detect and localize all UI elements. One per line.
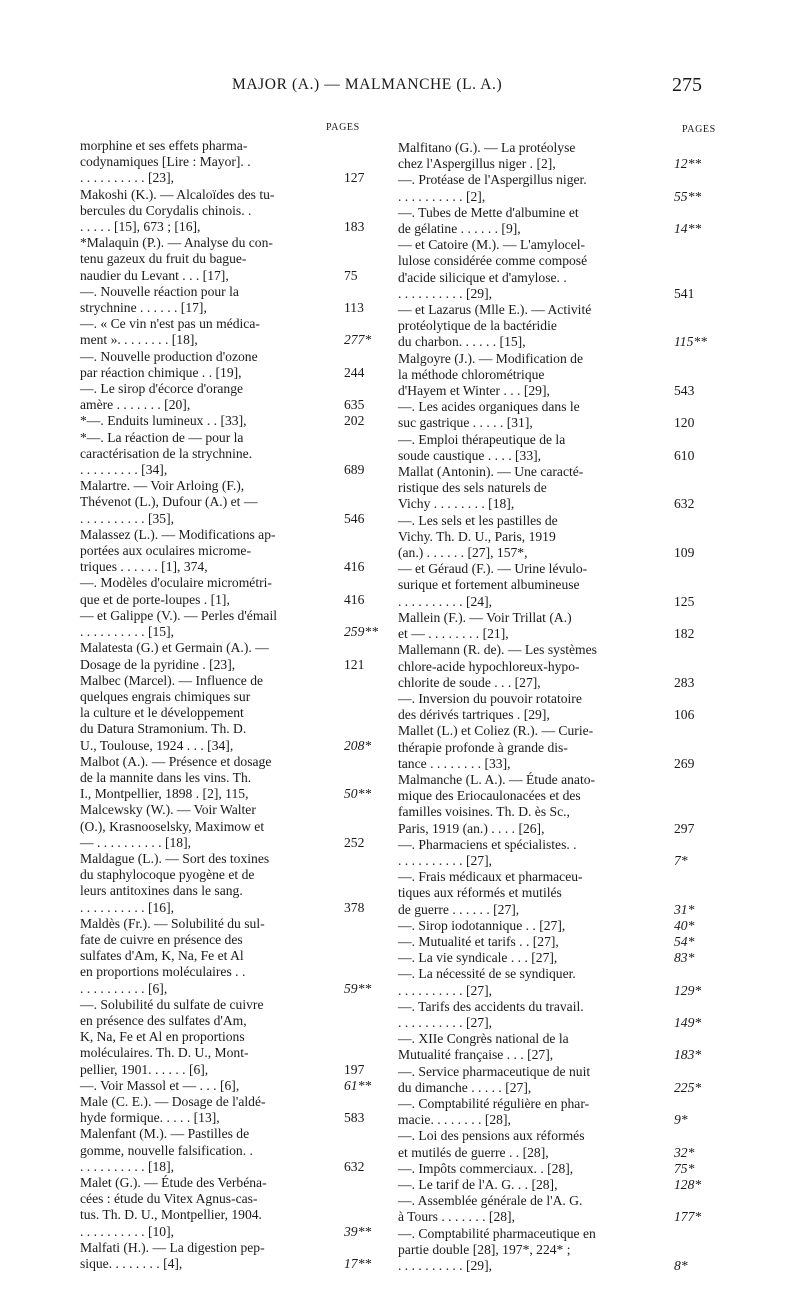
entry-text: Maldès (Fr.). — Solubilité du sul- fate de cuivre en présence des sulfates d'Am, K, Na, Fe et Al en proportions moléculaires . . . . . . . . . . . . [6],	[80, 915, 265, 996]
entry-page: 83*	[674, 950, 695, 966]
index-entry	[398, 966, 722, 998]
entry-page: 635	[344, 397, 365, 413]
entry-text: —. Le sirop d'écorce d'orange amère . . . . . . . [20],	[80, 381, 244, 413]
index-entry	[398, 837, 722, 869]
entry-text: Malbec (Marcel). — Influence de quelques engrais chimiques sur la culture et le développement du Datura Stramonium. Th. D. U., Toulouse, 1924 . . . [34],	[80, 672, 264, 753]
index-entry	[398, 205, 722, 237]
index-entry	[80, 1126, 380, 1175]
entry-page: 12**	[674, 156, 702, 172]
entry-text: Mallat (Antonin). — Une caracté- ristique des sels naturels de Vichy . . . . . . . . [18],	[398, 464, 584, 512]
entry-page: 183*	[674, 1047, 702, 1063]
index-entry	[398, 918, 722, 934]
entry-text: —. XIIe Congrès national de la Mutualité française . . . [27],	[398, 1031, 569, 1063]
entry-page: 31*	[674, 901, 695, 917]
index-entry	[398, 1064, 722, 1096]
index-entry	[80, 478, 380, 527]
index-entry	[80, 187, 380, 236]
index-entry	[398, 464, 722, 513]
index-entry	[398, 772, 722, 837]
index-entry	[80, 1240, 380, 1272]
entry-page: 202	[344, 413, 365, 429]
entry-page: 113	[344, 300, 364, 316]
entry-page: 183	[344, 219, 365, 235]
entry-page: 106	[674, 707, 695, 723]
index-entry	[398, 172, 722, 204]
entry-page: 416	[344, 559, 365, 575]
entry-text: —. La nécessité de se syndiquer. . . . . . . . . . . [27],	[398, 966, 576, 998]
entry-page: 225*	[674, 1079, 702, 1095]
index-entry	[398, 1193, 722, 1225]
entry-page: 39**	[344, 1223, 372, 1239]
entry-page: 259**	[344, 624, 378, 640]
entry-page: 583	[344, 1110, 365, 1126]
entry-text: — et Lazarus (Mlle E.). — Activité protéolytique de la bactéridie du charbon. . . . . . [15],	[398, 302, 592, 350]
index-entry	[398, 869, 722, 918]
entry-text: —. Inversion du pouvoir rotatoire des dérivés tartriques . [29],	[398, 690, 582, 723]
entry-text: Male (C. E.). — Dosage de l'aldé- hyde formique. . . . . [13],	[80, 1093, 266, 1126]
index-entry	[398, 723, 722, 772]
index-entry	[80, 1175, 380, 1240]
index-entry	[398, 950, 722, 966]
index-entry	[398, 1161, 722, 1177]
index-entry	[80, 381, 380, 413]
entry-page: 40*	[674, 917, 695, 933]
index-entry	[398, 691, 722, 723]
index-entry	[80, 916, 380, 997]
index-entry	[398, 1031, 722, 1063]
entry-text: —. Tubes de Mette d'albumine et de gélatine . . . . . . [9],	[398, 204, 579, 237]
entry-text: Malbot (A.). — Présence et dosage de la mannite dans les vins. Th. I., Montpellier, 1898 . [2], 115,	[80, 753, 272, 802]
index-entry	[398, 1177, 722, 1193]
index-entry	[80, 851, 380, 916]
entry-text: —. Modèles d'oculaire micrométri- que et de porte-loupes . [1],	[80, 575, 272, 607]
running-title: MAJOR (A.) — MALMANCHE (L. A.)	[232, 76, 503, 93]
entry-text: morphine et ses effets pharma- codynamiques [Lire : Mayor]. . . . . . . . . . . . [23],	[80, 138, 251, 186]
index-entry	[80, 640, 380, 672]
entry-text: Malgoyre (J.). — Modification de la méthode chlorométrique d'Hayem et Winter . . . [29],	[398, 350, 583, 399]
entry-page: 129*	[674, 982, 702, 998]
index-entry	[398, 399, 722, 431]
index-entry	[398, 1226, 722, 1275]
entry-page: 17**	[344, 1256, 372, 1272]
index-entry	[398, 1096, 722, 1128]
entry-text: — et Géraud (F.). — Urine lévulo- surique et fortement albumineuse . . . . . . . . . . [24],	[398, 561, 588, 609]
entry-text: —. Nouvelle réaction pour la strychnine . . . . . . [17],	[80, 283, 239, 316]
page-number: 275	[672, 74, 702, 96]
entry-text: Malartre. — Voir Arloing (F.), Thévenot (L.), Dufour (A.) et — . . . . . . . . . . [35],	[80, 478, 258, 526]
entry-text: —. Pharmaciens et spécialistes. . . . . . . . . . . . [27],	[398, 836, 577, 868]
entry-page: 8*	[674, 1258, 688, 1274]
entry-page: 244	[344, 364, 365, 380]
entry-text: Makoshi (K.). — Alcaloïdes des tu- bercules du Corydalis chinois. . . . . . . [15], 673 ; [16],	[80, 186, 275, 235]
index-entry	[80, 608, 380, 640]
index-entry	[398, 999, 722, 1031]
entry-text: — et Catoire (M.). — L'amylocel- lulose considérée comme composé d'acide silicique et d'amylose. . . . . . . . . . . . [29],	[398, 237, 588, 301]
entry-text: —. Comptabilité régulière en phar- macie. . . . . . . . [28],	[398, 1095, 590, 1128]
entry-text: Malcewsky (W.). — Voir Walter (O.), Krasnooselsky, Maximow et — . . . . . . . . . . [18],	[80, 802, 265, 850]
entry-page: 197	[344, 1061, 365, 1077]
entry-page: 378	[344, 899, 365, 915]
entry-page: 182	[674, 626, 695, 642]
entry-text: —. Protéase de l'Aspergillus niger. . . . . . . . . . . [2],	[398, 172, 587, 204]
entry-page: 208*	[344, 737, 372, 753]
index-entry	[398, 432, 722, 464]
entry-text: —. La vie syndicale . . . [27],	[398, 950, 558, 966]
entry-text: Mallemann (R. de). — Les systèmes chlore-acide hypochloreux-hypo- chlorite de soude . . . [27],	[398, 642, 597, 690]
entry-page: 50**	[344, 786, 372, 802]
entry-text: *—. Enduits lumineux . . [33],	[80, 413, 247, 429]
index-entry	[398, 237, 722, 302]
entry-page: 541	[674, 285, 695, 301]
entry-text: —. Le tarif de l'A. G. . . [28],	[398, 1177, 558, 1192]
entry-page: 109	[674, 545, 695, 561]
running-header	[0, 74, 800, 104]
entry-page: 610	[674, 447, 695, 463]
entry-text: —. Nouvelle production d'ozone par réaction chimique . . [19],	[80, 348, 258, 380]
entry-page: 115**	[674, 334, 707, 350]
entry-page: 14**	[674, 221, 702, 237]
entry-text: *Malaquin (P.). — Analyse du con- tenu gazeux du fruit du bague- naudier du Levant . . . [17],	[80, 235, 273, 283]
pages-column-label: PAGES	[682, 124, 716, 135]
entry-page: 269	[674, 755, 695, 771]
right-entry-list	[398, 140, 722, 1274]
index-entry	[80, 316, 380, 348]
entry-text: — et Galippe (V.). — Perles d'émail . . . . . . . . . . [15],	[80, 607, 277, 640]
entry-text: —. Frais médicaux et pharmaceu- tiques aux réformés et mutilés de guerre . . . . . . [27],	[398, 869, 583, 917]
entry-text: Malatesta (G.) et Germain (A.). — Dosage de la pyridine . [23],	[80, 640, 269, 672]
entry-page: 252	[344, 834, 365, 850]
entry-text: —. Comptabilité pharmaceutique en partie double [28], 197*, 224* ; . . . . . . . . . . [29],	[398, 1225, 596, 1274]
index-entry	[80, 802, 380, 851]
index-entry	[398, 513, 722, 562]
entry-text: *—. La réaction de — pour la caractérisation de la strychnine. . . . . . . . . . [34],	[80, 429, 253, 478]
index-entry	[80, 1078, 380, 1094]
index-entry	[398, 302, 722, 351]
entry-page: 61**	[344, 1077, 372, 1093]
entry-page: 632	[344, 1158, 365, 1174]
entry-page: 127	[344, 170, 365, 186]
entry-page: 632	[674, 496, 695, 512]
entry-text: —. Les acides organiques dans le suc gastrique . . . . . [31],	[398, 399, 580, 431]
entry-page: 75*	[674, 1160, 695, 1176]
index-entry	[80, 673, 380, 754]
entry-text: —. Les sels et les pastilles de Vichy. Th. D. U., Paris, 1919 (an.) . . . . . . [27], 157*,	[398, 512, 558, 561]
index-entry	[398, 610, 722, 642]
index-entry	[80, 413, 380, 429]
entry-page: 128*	[674, 1177, 702, 1192]
entry-text: Malmanche (L. A.). — Étude anato- mique des Eriocaulonacées et des familles voisines. Th. D. ès Sc., Paris, 1919 (an.) . . . . [26],	[398, 771, 596, 836]
entry-text: Maldague (L.). — Sort des toxines du staphylocoque pyogène et de leurs antitoxines dans le sang. . . . . . . . . . . [16],	[80, 850, 270, 915]
entry-text: Malet (G.). — Étude des Verbéna- cées : étude du Vitex Agnus-cas- tus. Th. D. U., Montpellier, 1904. . . . . . . . . . . [10],	[80, 1175, 267, 1239]
entry-text: —. Service pharmaceutique de nuit du dimanche . . . . . [27],	[398, 1063, 591, 1095]
index-entry	[80, 527, 380, 576]
entry-text: Mallein (F.). — Voir Trillat (A.) et — . . . . . . . . [21],	[398, 609, 572, 642]
index-entry	[80, 997, 380, 1078]
entry-page: 9*	[674, 1112, 688, 1128]
entry-text: —. Emploi thérapeutique de la soude caustique . . . . [33],	[398, 431, 566, 463]
entry-page: 121	[344, 656, 365, 672]
entry-text: —. Tarifs des accidents du travail. . . . . . . . . . . [27],	[398, 998, 584, 1030]
index-entry	[80, 235, 380, 284]
index-entry	[398, 934, 722, 950]
index-entry	[80, 138, 380, 187]
entry-text: —. Solubilité du sulfate de cuivre en présence des sulfates d'Am, K, Na, Fe et Al en proportions moléculaires. Th. D. U., Mont- pellier, 1901. . . . . . [6],	[80, 996, 264, 1077]
entry-text: —. Mutualité et tarifs . . [27],	[398, 933, 559, 949]
index-entry	[398, 642, 722, 691]
entry-text: —. Assemblée générale de l'A. G. à Tours . . . . . . . [28],	[398, 1193, 583, 1225]
index-entry	[398, 351, 722, 400]
entry-page: 120	[674, 415, 695, 431]
entry-page: 32*	[674, 1144, 695, 1160]
entry-text: —. Impôts commerciaux. . [28],	[398, 1160, 574, 1176]
entry-text: Mallet (L.) et Coliez (R.). — Curie- thérapie profonde à grande dis- tance . . . . . . . . [33],	[398, 723, 594, 771]
entry-text: —. Sirop iodotannique . . [27],	[398, 917, 566, 933]
entry-text: Malenfant (M.). — Pastilles de gomme, nouvelle falsification. . . . . . . . . . . . [18],	[80, 1126, 253, 1174]
entry-page: 277*	[344, 332, 372, 348]
entry-page: 54*	[674, 933, 695, 949]
entry-page: 689	[344, 462, 365, 478]
entry-text: Malassez (L.). — Modifications ap- portées aux oculaires microme- triques . . . . . . [1], 374,	[80, 526, 276, 575]
entry-page: 75	[344, 267, 358, 283]
entry-page: 546	[344, 510, 365, 526]
entry-text: —. Voir Massol et — . . . [6],	[80, 1077, 240, 1093]
entry-page: 297	[674, 820, 695, 836]
index-entry	[398, 140, 722, 172]
entry-text: —. Loi des pensions aux réformés et mutilés de guerre . . [28],	[398, 1128, 585, 1160]
entry-page: 149*	[674, 1014, 702, 1030]
index-entry	[398, 561, 722, 610]
entry-page: 7*	[674, 852, 688, 868]
entry-text: Malfitano (G.). — La protéolyse chez l'Aspergillus niger . [2],	[398, 140, 576, 172]
entry-page: 283	[674, 674, 695, 690]
pages-column-label: PAGES	[326, 122, 360, 133]
index-entry	[398, 1128, 722, 1160]
left-entry-list	[80, 138, 380, 1272]
entry-page: 177*	[674, 1209, 702, 1225]
entry-page: 125	[674, 593, 695, 609]
entry-text: Malfati (H.). — La digestion pep- sique. . . . . . . . [4],	[80, 1239, 265, 1272]
index-entry	[80, 349, 380, 381]
index-entry	[80, 754, 380, 803]
entry-text: —. « Ce vin n'est pas un médica- ment ». . . . . . . . [18],	[80, 316, 260, 348]
entry-page: 59**	[344, 980, 372, 996]
index-entry	[80, 284, 380, 316]
entry-page: 55**	[674, 188, 702, 204]
entry-page: 543	[674, 383, 695, 399]
index-entry	[80, 430, 380, 479]
index-entry	[80, 575, 380, 607]
entry-page: 416	[344, 591, 365, 607]
index-entry	[80, 1094, 380, 1126]
